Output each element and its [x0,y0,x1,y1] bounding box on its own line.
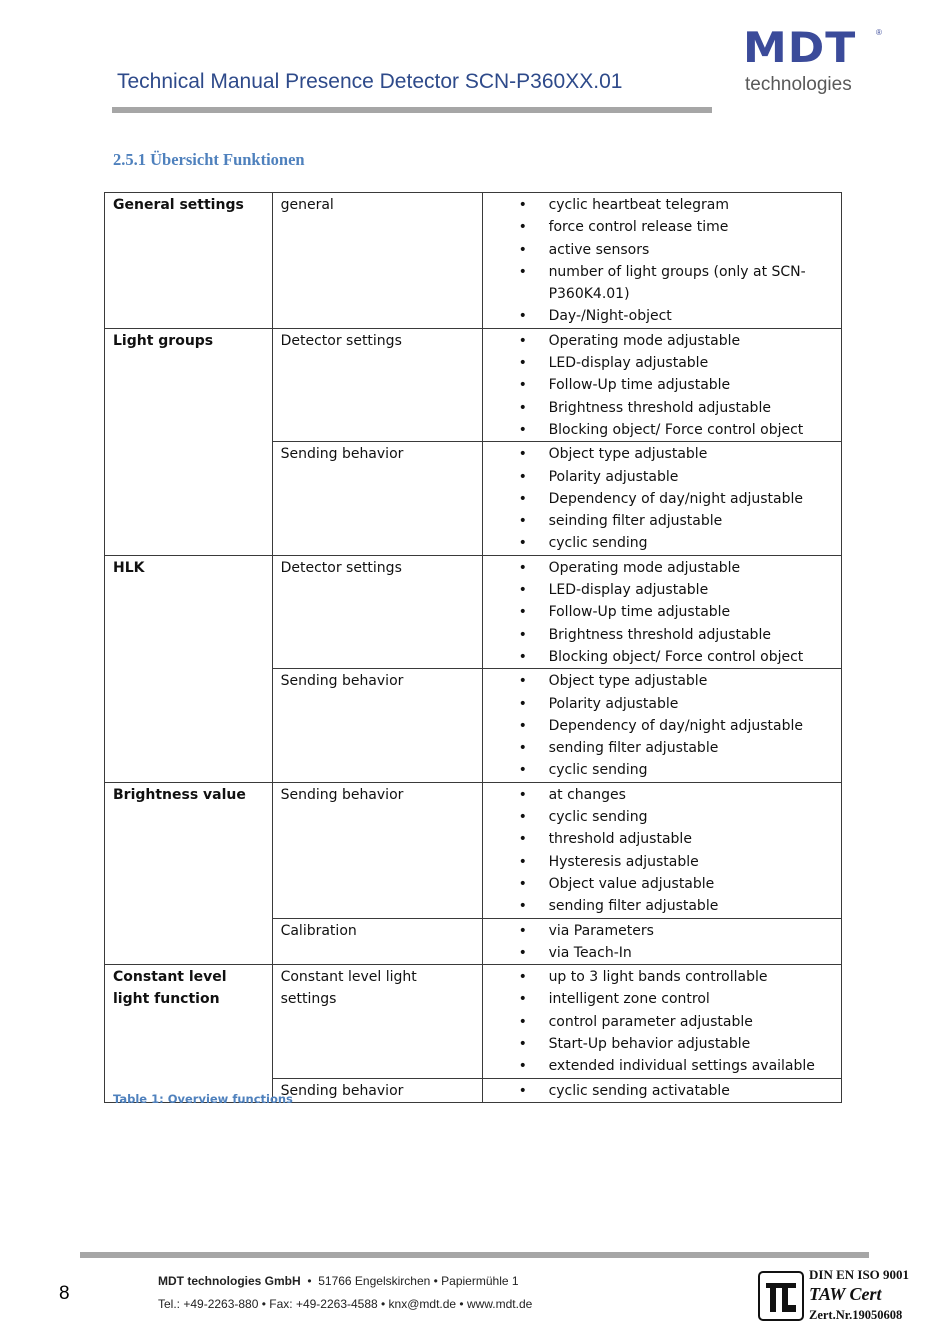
registered-mark: ® [876,28,882,37]
feature-list-item: • Dependency of day/night adjustable [483,715,833,737]
cert-standard: DIN EN ISO 9001 [809,1267,910,1282]
subcategory-cell: Detector settings [272,555,482,668]
features-cell [482,193,841,329]
feature-list-item: • via Parameters [483,920,833,942]
category-cell: Light groups [105,328,273,555]
feature-list-item: • Day-/Night-object [483,305,833,327]
subcategory-cell: Sending behavior [272,782,482,918]
overview-functions-table [104,192,842,1103]
table-row [105,328,842,441]
feature-list-item: • via Teach-In [483,942,833,964]
feature-list-item: • Polarity adjustable [483,693,833,715]
cert-name: TAW Cert [809,1284,882,1304]
feature-list [483,1080,833,1102]
feature-list-item: • Follow-Up time adjustable [483,601,833,623]
table-row [105,193,842,329]
feature-list-item: • Polarity adjustable [483,466,833,488]
feature-list-item: • Object value adjustable [483,873,833,895]
category-cell: Brightness value [105,782,273,964]
feature-list-item: • sending filter adjustable [483,737,833,759]
features-cell [482,918,841,965]
features-cell [482,1078,841,1102]
feature-list-item: • LED-display adjustable [483,579,833,601]
table-row [105,555,842,668]
feature-list-item: • cyclic sending [483,532,833,554]
feature-list-item: • cyclic sending activatable [483,1080,833,1102]
feature-list [483,194,833,328]
features-cell [482,782,841,918]
page-number: 8 [59,1283,70,1304]
footer-divider [80,1252,869,1258]
features-cell [482,555,841,668]
feature-list-item: • Object type adjustable [483,670,833,692]
subcategory-cell: Calibration [272,918,482,965]
header-divider [112,107,712,113]
features-cell [482,965,841,1078]
feature-list [483,966,833,1077]
feature-list [483,670,833,781]
features-cell [482,669,841,782]
feature-list-item: • cyclic sending [483,806,833,828]
footer-contact: Tel.: +49-2263-880 • Fax: +49-2263-4588 • knx@mdt.de • www.mdt.de [158,1297,533,1311]
feature-list-item: • seinding filter adjustable [483,510,833,532]
feature-list-item: • Brightness threshold adjustable [483,397,833,419]
logo-wordmark: MDT [743,24,857,73]
feature-list-item: • intelligent zone control [483,988,833,1010]
feature-list-item: • Blocking object/ Force control object [483,646,833,668]
features-cell [482,442,841,555]
feature-list-item: • Operating mode adjustable [483,330,833,352]
cert-number: Zert.Nr.19050608 [809,1308,903,1322]
feature-list-item: • Follow-Up time adjustable [483,374,833,396]
feature-list-item: • number of light groups (only at SCN-P360K4.01) [483,261,833,306]
taw-cert-logo-icon [758,1271,804,1321]
feature-list [483,784,833,918]
subcategory-cell: Sending behavior [272,1078,482,1102]
logo-tagline: technologies [745,74,852,95]
feature-list-item: • Operating mode adjustable [483,557,833,579]
table-row [105,782,842,918]
feature-list-item: • force control release time [483,216,833,238]
feature-list-item: • threshold adjustable [483,828,833,850]
feature-list-item: • cyclic sending [483,759,833,781]
subcategory-cell: Sending behavior [272,669,482,782]
feature-list-item: • Object type adjustable [483,443,833,465]
feature-list-item: • Brightness threshold adjustable [483,624,833,646]
feature-list-item: • Hysteresis adjustable [483,851,833,873]
footer-address-line: MDT technologies GmbH • 51766 Engelskirchen • Papiermühle 1 [158,1274,519,1288]
feature-list-item: • Dependency of day/night adjustable [483,488,833,510]
feature-list-item: • LED-display adjustable [483,352,833,374]
subcategory-cell: Sending behavior [272,442,482,555]
feature-list-item: • sending filter adjustable [483,895,833,917]
feature-list-item: • Blocking object/ Force control object [483,419,833,441]
subcategory-cell: general [272,193,482,329]
section-heading: 2.5.1 Übersicht Funktionen [113,150,305,169]
category-cell: HLK [105,555,273,782]
feature-list-item: • up to 3 light bands controllable [483,966,833,988]
feature-list [483,920,833,965]
table-row [105,965,842,1078]
feature-list-item: • extended individual settings available [483,1055,833,1077]
category-cell: General settings [105,193,273,329]
feature-list-item: • cyclic heartbeat telegram [483,194,833,216]
mdt-logo [743,24,885,100]
feature-list [483,443,833,554]
feature-list-item: • at changes [483,784,833,806]
subcategory-cell: Constant level light settings [272,965,482,1078]
footer-address: 51766 Engelskirchen • Papiermühle 1 [318,1274,519,1288]
feature-list-item: • control parameter adjustable [483,1011,833,1033]
subcategory-cell: Detector settings [272,328,482,441]
feature-list-item: • Start-Up behavior adjustable [483,1033,833,1055]
features-cell [482,328,841,441]
table-caption: Table 1: Overview functions [113,1092,293,1106]
feature-list-item: • active sensors [483,239,833,261]
footer-company: MDT technologies GmbH [158,1274,301,1288]
document-title: Technical Manual Presence Detector SCN-P360XX.01 [117,70,623,93]
category-cell: Constant level light function [105,965,273,1103]
feature-list [483,557,833,668]
feature-list [483,330,833,441]
